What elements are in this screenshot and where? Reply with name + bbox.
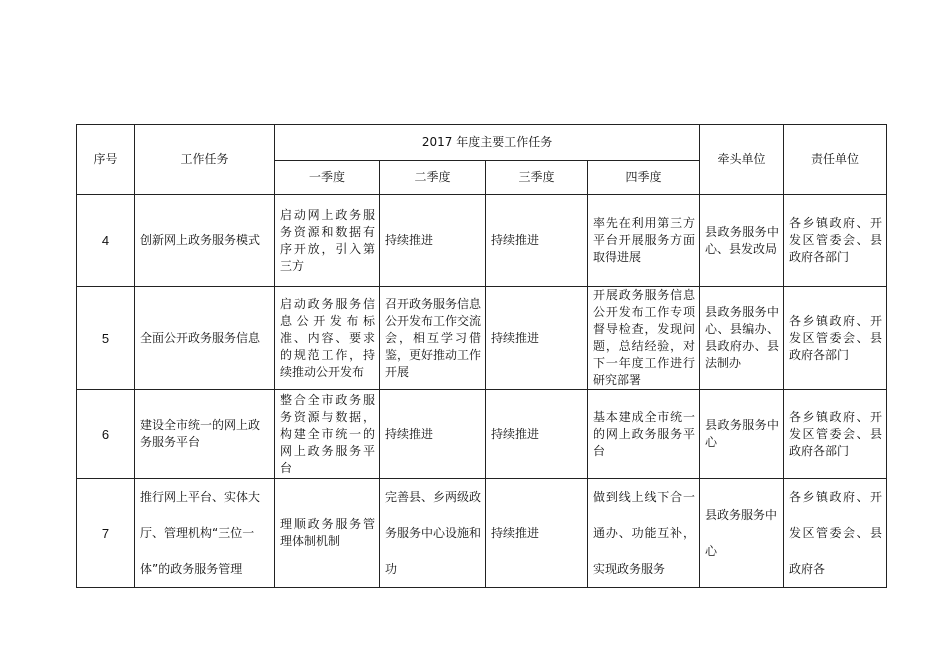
row-q1: 启动政务服务信息公开发布标准、内容、要求的规范工作，持续推动公开发布 xyxy=(275,287,380,390)
row-q3: 持续推进 xyxy=(486,287,588,390)
row-q3: 持续推进 xyxy=(486,479,588,588)
row-q2: 完善县、乡两级政务服务中心设施和功 xyxy=(380,479,486,588)
row-lead-unit: 县政务服务中心、县发改局 xyxy=(700,195,784,287)
row-index: 7 xyxy=(77,479,135,588)
row-q3: 持续推进 xyxy=(486,195,588,287)
table-row xyxy=(77,479,887,588)
row-task: 创新网上政务服务模式 xyxy=(135,195,275,287)
row-q2: 召开政务服务信息公开发布工作交流会，相互学习借鉴，更好推动工作开展 xyxy=(380,287,486,390)
row-task: 全面公开政务服务信息 xyxy=(135,287,275,390)
row-lead-unit: 县政务服务中心 xyxy=(700,479,784,588)
row-responsible-unit: 各乡镇政府、开发区管委会、县政府各部门 xyxy=(784,287,887,390)
row-q1: 整合全市政务服务资源与数据，构建全市统一的网上政务服务平台 xyxy=(275,390,380,479)
table-row xyxy=(77,195,887,287)
header-q1: 一季度 xyxy=(275,161,380,195)
header-q2: 二季度 xyxy=(380,161,486,195)
row-index: 5 xyxy=(77,287,135,390)
row-lead-unit: 县政务服务中心、县编办、县政府办、县法制办 xyxy=(700,287,784,390)
row-q4: 基本建成全市统一的网上政务服务平台 xyxy=(588,390,700,479)
header-q4: 四季度 xyxy=(588,161,700,195)
row-responsible-unit: 各乡镇政府、开发区管委会、县政府各部门 xyxy=(784,195,887,287)
row-task: 推行网上平台、实体大厅、管理机构“三位一体”的政务服务管理 xyxy=(135,479,275,588)
header-row-1 xyxy=(77,125,887,161)
work-task-table xyxy=(76,124,887,588)
row-q4: 率先在利用第三方平台开展服务方面取得进展 xyxy=(588,195,700,287)
table-row xyxy=(77,390,887,479)
header-q3: 三季度 xyxy=(486,161,588,195)
row-q4: 开展政务服务信息公开发布工作专项督导检查，发现问题，总结经验，对下一年度工作进行研究部署 xyxy=(588,287,700,390)
row-index: 6 xyxy=(77,390,135,479)
header-responsible-unit: 责任单位 xyxy=(784,125,887,195)
row-index: 4 xyxy=(77,195,135,287)
row-responsible-unit: 各乡镇政府、开发区管委会、县政府各部门 xyxy=(784,390,887,479)
row-lead-unit: 县政务服务中心 xyxy=(700,390,784,479)
row-q2: 持续推进 xyxy=(380,195,486,287)
header-task: 工作任务 xyxy=(135,125,275,195)
header-lead-unit: 牵头单位 xyxy=(700,125,784,195)
row-q3: 持续推进 xyxy=(486,390,588,479)
row-q1: 启动网上政务服务资源和数据有序开放，引入第三方 xyxy=(275,195,380,287)
table-row xyxy=(77,287,887,390)
header-index: 序号 xyxy=(77,125,135,195)
row-q4: 做到线上线下合一通办、功能互补，实现政务服务 xyxy=(588,479,700,588)
row-task: 建设全市统一的网上政务服务平台 xyxy=(135,390,275,479)
row-responsible-unit: 各乡镇政府、开发区管委会、县政府各 xyxy=(784,479,887,588)
header-annual-tasks: 2017 年度主要工作任务 xyxy=(275,125,700,161)
row-q1: 理顺政务服务管理体制机制 xyxy=(275,479,380,588)
row-q2: 持续推进 xyxy=(380,390,486,479)
